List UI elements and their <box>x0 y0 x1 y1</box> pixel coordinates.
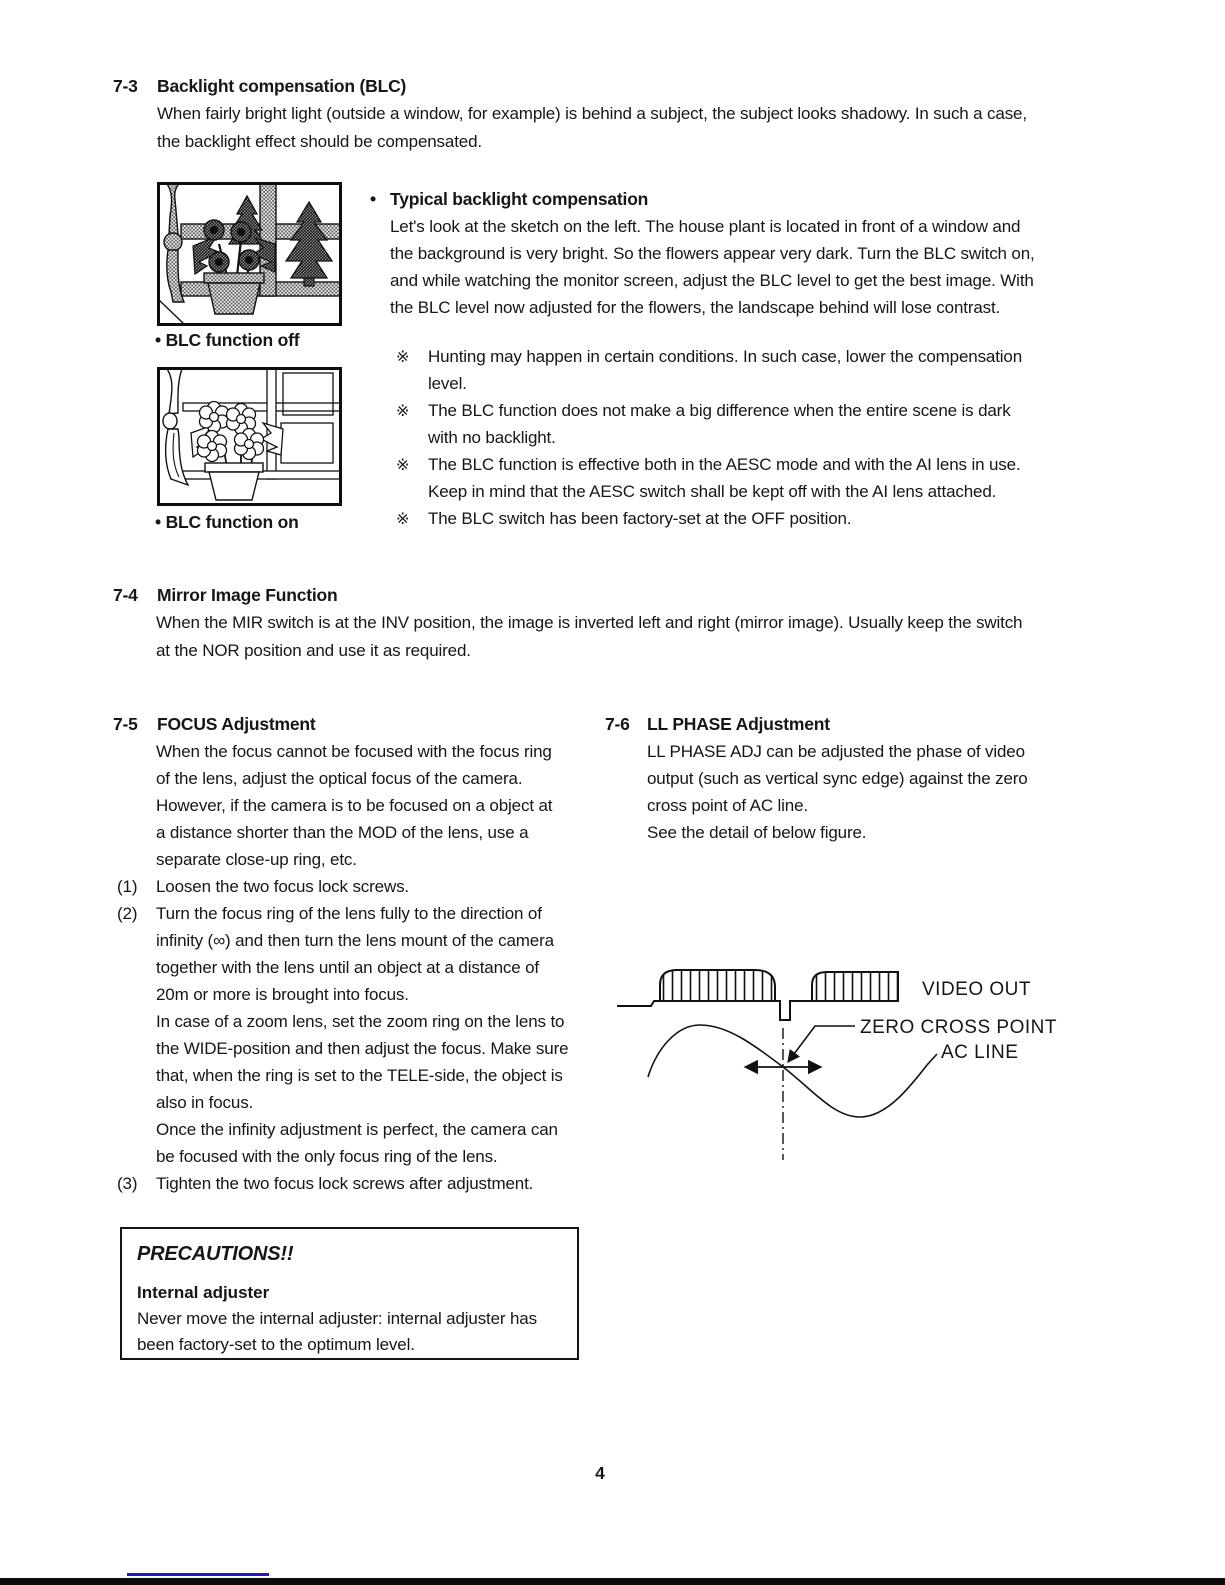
note-item <box>396 451 1076 505</box>
section-number: 7-3 <box>113 76 138 96</box>
text-line: Let's look at the sketch on the left. The house plant is located in front of a window and <box>390 217 1021 236</box>
section-7-4-body <box>156 609 1022 665</box>
text-line: The BLC function does not make a big difference when the entire scene is dark <box>428 401 1011 420</box>
blc-off-figure <box>157 182 342 331</box>
text-line: the WIDE-position and then adjust the focus. Make sure <box>156 1039 569 1058</box>
text-line: and while watching the monitor screen, adjust the BLC level to get the best image. With <box>390 271 1034 290</box>
precautions-body <box>137 1306 561 1358</box>
section-number: 7-4 <box>113 585 138 605</box>
blc-off-illustration <box>157 182 342 326</box>
section-7-5-heading <box>113 711 316 738</box>
section-title: LL PHASE Adjustment <box>647 714 830 734</box>
ac-line-sine <box>648 1025 937 1160</box>
blue-underline-artifact <box>127 1573 269 1576</box>
text-line: 20m or more is brought into focus. <box>156 985 409 1004</box>
blc-notes <box>396 343 1076 533</box>
note-item <box>396 397 1076 451</box>
text-line: When the MIR switch is at the INV position, the image is inverted left and right (mirror image). Usually keep the switch <box>156 613 1023 632</box>
typical-compensation-body <box>390 213 1035 321</box>
video-out-waveform <box>617 970 898 1020</box>
text-line: together with the lens until an object at a distance of <box>156 958 539 977</box>
text-line: that, when the ring is set to the TELE-side, the object is <box>156 1066 563 1085</box>
page-number: 4 <box>595 1463 605 1483</box>
text-line: the background is very bright. So the flowers appear very dark. Turn the BLC switch on, <box>390 244 1035 263</box>
text-line: of the lens, adjust the optical focus of the camera. <box>156 769 523 788</box>
note-marker: ※ <box>396 457 410 474</box>
section-7-5-intro <box>156 738 552 873</box>
text-line: infinity (∞) and then turn the lens mount of the camera <box>156 931 554 950</box>
section-7-3-intro <box>157 100 1027 156</box>
step-number: (2) <box>117 904 138 923</box>
precautions-title: PRECAUTIONS!! <box>137 1243 294 1265</box>
typical-compensation-heading <box>370 186 648 213</box>
text-line: at the NOR position and use it as required. <box>156 641 471 660</box>
blc-off-caption: • BLC function off <box>155 330 300 350</box>
note-item <box>396 505 1076 533</box>
step-number: (1) <box>117 877 138 896</box>
text-line: Hunting may happen in certain conditions. In such case, lower the compensation <box>428 347 1023 366</box>
section-7-6-heading <box>605 711 830 738</box>
zero-cross-leader <box>788 1026 855 1062</box>
note-marker: ※ <box>396 349 410 366</box>
text-line: When the focus cannot be focused with the focus ring <box>156 742 552 761</box>
text-line: Tighten the two focus lock screws after adjustment. <box>156 1174 534 1193</box>
ll-phase-figure <box>605 945 1120 1175</box>
step-item <box>117 873 568 900</box>
precautions-box <box>120 1227 579 1360</box>
text-line: In case of a zoom lens, set the zoom ring on the lens to <box>156 1012 565 1031</box>
blc-on-figure <box>157 367 342 511</box>
section-title: Backlight compensation (BLC) <box>157 76 407 96</box>
section-7-6-body <box>647 738 1028 846</box>
blc-on-illustration <box>157 367 342 506</box>
bullet-marker: • <box>370 189 376 209</box>
text-line: a distance shorter than the MOD of the lens, use a <box>156 823 529 842</box>
video-out-label: VIDEO OUT <box>922 979 1032 1000</box>
text-line: However, if the camera is to be focused on a object at <box>156 796 553 815</box>
text-line: also in focus. <box>156 1093 254 1112</box>
zero-cross-label: ZERO CROSS POINT <box>860 1017 1057 1038</box>
note-marker: ※ <box>396 511 410 528</box>
text-line: with no backlight. <box>428 428 556 447</box>
step-item <box>117 1170 568 1197</box>
text-line: See the detail of below figure. <box>647 823 867 842</box>
text-line: Turn the focus ring of the lens fully to the direction of <box>156 904 542 923</box>
note-marker: ※ <box>396 403 410 420</box>
step-number: (3) <box>117 1174 138 1193</box>
note-item <box>396 343 1076 397</box>
focus-steps <box>117 873 568 1197</box>
text-line: Never move the internal adjuster: internal adjuster has <box>137 1309 537 1328</box>
text-line: The BLC function is effective both in the AESC mode and with the AI lens in use. <box>428 455 1021 474</box>
ll-phase-diagram <box>605 945 1120 1170</box>
section-7-3-heading <box>113 73 406 100</box>
text-line: LL PHASE ADJ can be adjusted the phase of video <box>647 742 1025 761</box>
text-line: be focused with the only focus ring of the lens. <box>156 1147 498 1166</box>
step-item <box>117 900 568 1170</box>
section-number: 7-5 <box>113 714 138 734</box>
text-line: been factory-set to the optimum level. <box>137 1335 415 1354</box>
typical-title: Typical backlight compensation <box>390 189 649 209</box>
text-line: level. <box>428 374 467 393</box>
section-title: Mirror Image Function <box>157 585 338 605</box>
text-line: the BLC level now adjusted for the flowers, the landscape behind will lose contrast. <box>390 298 1001 317</box>
bottom-edge-bar <box>0 1578 1225 1585</box>
text-line: When fairly bright light (outside a window, for example) is behind a subject, the subject looks shadowy. In such a case, <box>157 104 1027 123</box>
text-line: cross point of AC line. <box>647 796 808 815</box>
text-line: output (such as vertical sync edge) against the zero <box>647 769 1028 788</box>
text-line: Once the infinity adjustment is perfect, the camera can <box>156 1120 558 1139</box>
ac-line-label: AC LINE <box>941 1042 1019 1063</box>
flower-pot <box>204 273 264 314</box>
section-7-4-heading <box>113 582 338 609</box>
blc-on-caption: • BLC function on <box>155 512 299 532</box>
precautions-subtitle: Internal adjuster <box>137 1283 270 1302</box>
text-line: the backlight effect should be compensated. <box>157 132 482 151</box>
text-line: The BLC switch has been factory-set at the OFF position. <box>428 509 852 528</box>
text-line: Keep in mind that the AESC switch shall be kept off with the AI lens attached. <box>428 482 997 501</box>
section-title: FOCUS Adjustment <box>157 714 316 734</box>
section-number: 7-6 <box>605 714 630 734</box>
text-line: separate close-up ring, etc. <box>156 850 357 869</box>
text-line: Loosen the two focus lock screws. <box>156 877 410 896</box>
